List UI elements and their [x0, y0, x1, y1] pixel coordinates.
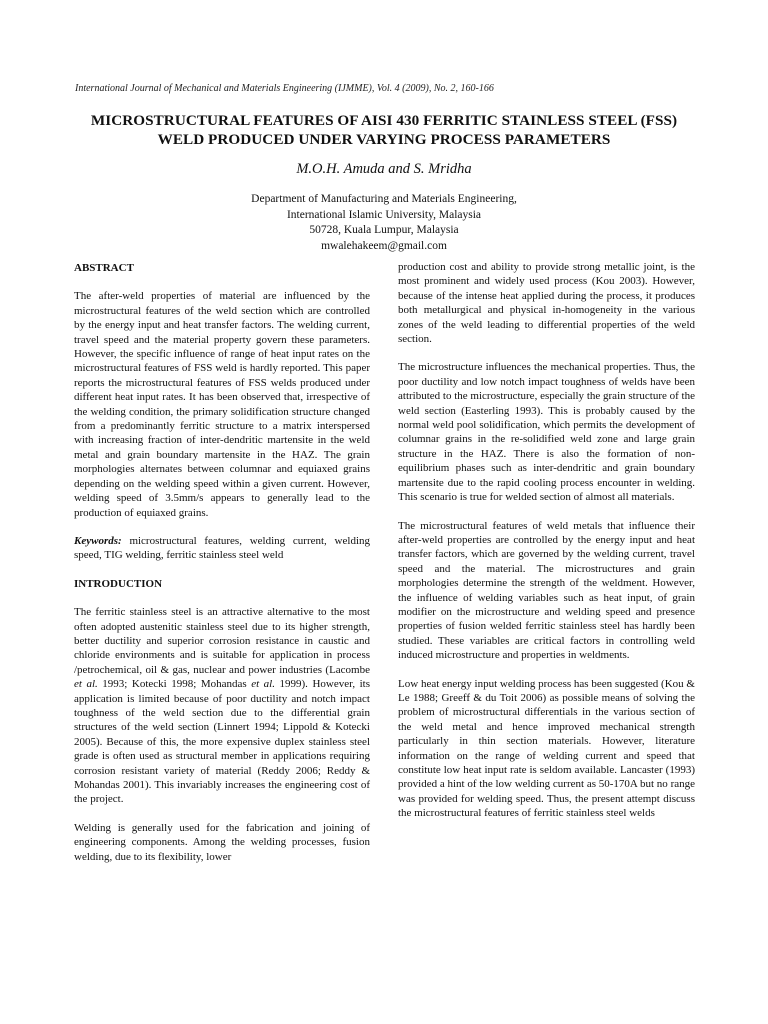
abstract-text: The after-weld properties of material are influenced by the microstructural features of the weld section which are controlled by the energy input and heat transfer factors. The welding current, travel speed and the material property govern these parameters. However, the specific influence of range of heat input rates on the microstructural features of FSS weld is hardly reported. This paper reports the microstructural features of FSS welds produced under different heat input rates. It has been observed that, irrespective of the welding condition, the primary solidification structure changed from a predominantly ferritic structure to a matrix interspersed with increasing fraction of inter-dendritic martensite in the weld metal and grain boundary martensite in the HAZ. The grain morphologies alternates between columnar and equiaxed grains depending on the welding speed within a given current. However, welding speed of 3.5mm/s appears to generally lead to the production of equiaxed grains. [74, 290, 370, 519]
right-column [398, 260, 695, 835]
journal-citation: International Journal of Mechanical and Materials Engineering (IJMME), Vol. 4 (2009), No. 2, 160-166 [75, 83, 494, 94]
author-email: mwalehakeem@gmail.com [321, 239, 447, 252]
affiliation-department: Department of Manufacturing and Materials Engineering, [251, 193, 517, 205]
authors: M.O.H. Amuda and S. Mridha [296, 161, 472, 177]
right-paragraph-2: The microstructure influences the mechanical properties. Thus, the poor ductility and low notch impact toughness of welds have been attributed to the microstructure, especially the grain structure of the weld section (Easterling 1993). This is probably caused by the normal weld pool solidification, which permits the development of columnar grains in the re-solidified weld zone and large grain structure in the HAZ. There is also the formation of non-equilibrium phases such as inter-dendritic and grain boundary martensite due to the rapid cooling process encounter in welding. This scenario is true for welded section of almost all materials. [398, 361, 695, 504]
keywords [74, 534, 370, 563]
introduction-heading: INTRODUCTION [74, 577, 163, 590]
introduction-paragraph-1: The ferritic stainless steel is an attractive alternative to the most often adopted austenitic stainless steel due to its higher strength, better ductility and superior corrosion resistance in caustic and chloride environments and is suitable for application in process /petrochemical, oil & gas, nuclear and power industries (Lacombe et al. 1993; Kotecki 1998; Mohandas et al. 1999). However, its application is limited because of poor ductility and notch impact toughness of the weld section due to the differential grain structures of the weld section (Linnert 1994; Lippold & Kotecki 2005). Because of this, the more expensive duplex stainless steel grade is often used as structural member in applications requiring corrosion resistant variety of material (Reddy 2006; Reddy & Mohandas 2001). This invariably increases the engineering cost of the project. [74, 606, 371, 806]
title-line-2: WELD PRODUCED UNDER VARYING PROCESS PARAMETERS [157, 131, 611, 148]
abstract-heading: ABSTRACT [74, 262, 134, 274]
affiliation-address: 50728, Kuala Lumpur, Malaysia [309, 224, 459, 236]
right-paragraph-3: The microstructural features of weld metals that influence their after-weld properties are controlled by the energy input and heat transfer factors, which are governed by the welding current, travel speed and the material. The microstructures and grain morphologies determine the strength of the weldment. However, the influence of welding variables such as heat input, of grain modifier on the microstructure and welding speed and presence properties of fusion welded ferritic stainless steel has hardly been studied. These variables are critical factors in controlling weld induced microstructure and properties in weldments. [398, 519, 695, 662]
right-paragraph-1: production cost and ability to provide strong metallic joint, is the most prominent and widely used process (Kou 2003). However, because of the intense heat applied during the process, it produces both metallurgical and physical in-homogeneity in the various zones of the weld leading to differential properties of the weld section. [398, 261, 695, 346]
left-column [74, 260, 370, 878]
keywords-label: Keywords: [74, 534, 122, 547]
introduction-paragraph-2: Welding is generally used for the fabrication and joining of engineering components. Among the welding processes, fusion welding, due to its flexibility, lower [74, 821, 370, 863]
keywords-text: microstructural features, welding current, welding speed, TIG welding, ferritic stainless steel weld [74, 534, 370, 562]
affiliation [0, 192, 768, 254]
affiliation-university: International Islamic University, Malaysia [286, 208, 482, 221]
paper-title [40, 111, 728, 149]
right-paragraph-4: Low heat energy input welding process has been suggested (Kou & Le 1988; Greeff & du Toit 2006) as possible means of solving the problem of microstructural differentials in the various section of the weld metal and hence improved mechanical strength particularly in thin section materials. However, literature information on the range of welding current and speed that constitute low heat input rate is seldom available. Lancaster (1993) provided a hint of the low welding current as 50-170A but no range was provided for welding speed. Thus, the present attempt discuss the microstructural features of ferritic stainless steel welds [398, 677, 695, 820]
title-line-1: MICROSTRUCTURAL FEATURES OF AISI 430 FERRITIC STAINLESS STEEL (FSS) [90, 112, 678, 129]
